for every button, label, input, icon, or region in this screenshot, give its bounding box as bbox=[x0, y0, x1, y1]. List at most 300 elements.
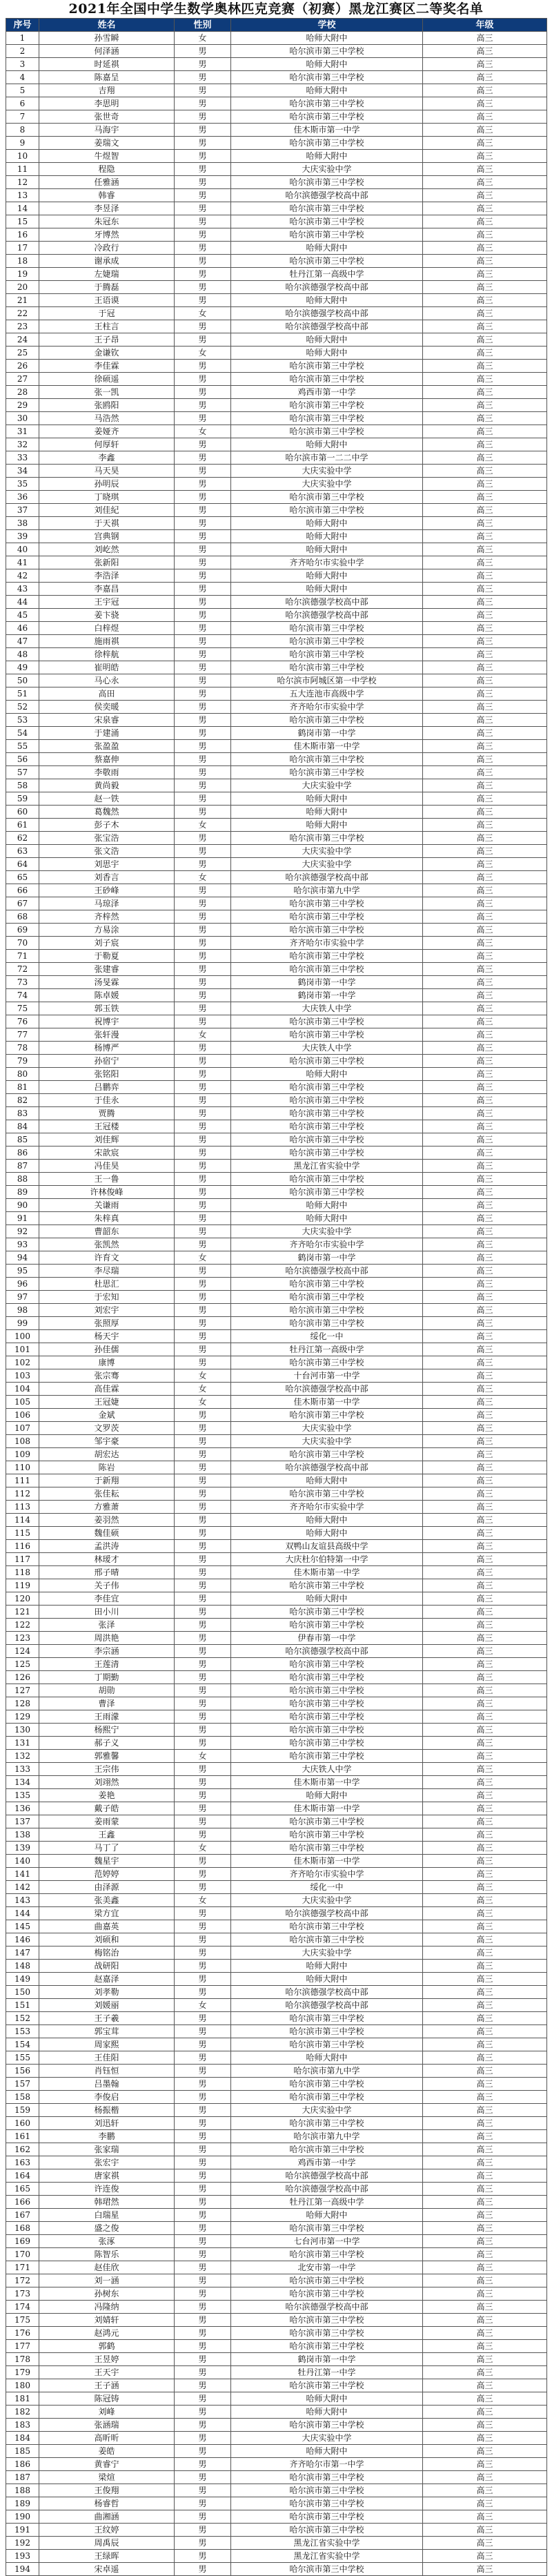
cell-school: 哈尔滨德强学校高中部 bbox=[231, 189, 423, 202]
cell-index: 27 bbox=[6, 373, 39, 386]
cell-school: 哈尔滨市第三中学校 bbox=[231, 950, 423, 963]
cell-school: 鹤岗市第一中学 bbox=[231, 2353, 423, 2366]
cell-gender: 男 bbox=[175, 1802, 231, 1815]
cell-grade: 高三 bbox=[423, 425, 547, 438]
cell-school: 黑龙江省实验中学 bbox=[231, 2550, 423, 2563]
cell-grade: 高三 bbox=[423, 399, 547, 412]
cell-name: 齐梓然 bbox=[39, 910, 175, 924]
cell-name: 孟洪涛 bbox=[39, 1540, 175, 1553]
table-row bbox=[6, 1238, 547, 1251]
cell-school: 哈师大附中 bbox=[231, 294, 423, 307]
cell-index: 108 bbox=[6, 1435, 39, 1448]
cell-school: 哈尔滨市第三中学校 bbox=[231, 635, 423, 648]
table-row bbox=[6, 386, 547, 399]
cell-grade: 高三 bbox=[423, 674, 547, 687]
cell-school: 哈尔滨市第三中学校 bbox=[231, 1015, 423, 1028]
cell-name: 孙树东 bbox=[39, 2287, 175, 2301]
cell-index: 38 bbox=[6, 517, 39, 530]
cell-name: 杨熙宁 bbox=[39, 1724, 175, 1737]
cell-index: 94 bbox=[6, 1251, 39, 1265]
cell-school: 哈师大附中 bbox=[231, 150, 423, 163]
cell-name: 杜思汇 bbox=[39, 1278, 175, 1291]
cell-index: 49 bbox=[6, 661, 39, 674]
cell-name: 姜瑞文 bbox=[39, 137, 175, 150]
cell-school: 哈尔滨市第三中学校 bbox=[231, 1737, 423, 1750]
cell-name: 李鹏 bbox=[39, 2130, 175, 2143]
cell-gender: 男 bbox=[175, 1514, 231, 1527]
cell-index: 67 bbox=[6, 897, 39, 910]
cell-gender: 男 bbox=[175, 333, 231, 347]
table-row bbox=[6, 2169, 547, 2183]
cell-index: 109 bbox=[6, 1448, 39, 1461]
cell-name: 曲嘉英 bbox=[39, 1920, 175, 1933]
cell-grade: 高三 bbox=[423, 2471, 547, 2484]
cell-name: 陈岩 bbox=[39, 1461, 175, 1474]
table-row bbox=[6, 1710, 547, 1724]
table-row bbox=[6, 1422, 547, 1435]
cell-name: 曹泽 bbox=[39, 1697, 175, 1710]
cell-school: 哈尔滨德强学校高中部 bbox=[231, 1645, 423, 1658]
cell-gender: 男 bbox=[175, 2353, 231, 2366]
cell-name: 牙博然 bbox=[39, 228, 175, 242]
cell-grade: 高三 bbox=[423, 1986, 547, 1999]
cell-grade: 高三 bbox=[423, 1946, 547, 1960]
cell-name: 刘一涵 bbox=[39, 2274, 175, 2287]
cell-school: 哈尔滨市第三中学校 bbox=[231, 2471, 423, 2484]
table-row bbox=[6, 1133, 547, 1146]
cell-grade: 高三 bbox=[423, 2104, 547, 2117]
cell-index: 16 bbox=[6, 228, 39, 242]
table-row bbox=[6, 1369, 547, 1383]
cell-grade: 高三 bbox=[423, 1120, 547, 1133]
cell-grade: 高三 bbox=[423, 1002, 547, 1015]
cell-name: 刘宏宇 bbox=[39, 1304, 175, 1317]
cell-grade: 高三 bbox=[423, 2550, 547, 2563]
cell-grade: 高三 bbox=[423, 2143, 547, 2156]
cell-grade: 高三 bbox=[423, 2497, 547, 2510]
cell-grade: 高三 bbox=[423, 2484, 547, 2497]
cell-grade: 高三 bbox=[423, 294, 547, 307]
cell-index: 10 bbox=[6, 150, 39, 163]
cell-gender: 男 bbox=[175, 1225, 231, 1238]
cell-name: 李思明 bbox=[39, 97, 175, 110]
table-row bbox=[6, 517, 547, 530]
cell-school: 佳木斯市第一中学 bbox=[231, 1566, 423, 1579]
cell-gender: 男 bbox=[175, 1422, 231, 1435]
cell-name: 田小川 bbox=[39, 1606, 175, 1619]
cell-index: 110 bbox=[6, 1461, 39, 1474]
table-row bbox=[6, 45, 547, 58]
cell-school: 大庆铁人中学 bbox=[231, 1042, 423, 1055]
cell-index: 175 bbox=[6, 2314, 39, 2327]
cell-gender: 男 bbox=[175, 1212, 231, 1225]
cell-name: 周洪艳 bbox=[39, 1632, 175, 1645]
cell-school: 哈尔滨市第三中学校 bbox=[231, 2314, 423, 2327]
cell-name: 王砂峰 bbox=[39, 884, 175, 897]
cell-school: 哈师大附中 bbox=[231, 438, 423, 451]
cell-name: 时延祺 bbox=[39, 58, 175, 71]
cell-gender: 男 bbox=[175, 2091, 231, 2104]
table-row bbox=[6, 255, 547, 268]
table-row bbox=[6, 1907, 547, 1920]
cell-school: 哈师大附中 bbox=[231, 347, 423, 360]
cell-gender: 男 bbox=[175, 268, 231, 281]
cell-gender: 男 bbox=[175, 2183, 231, 2196]
cell-name: 姜娅齐 bbox=[39, 425, 175, 438]
cell-school: 哈尔滨市第三中学校 bbox=[231, 1619, 423, 1632]
cell-school: 牡丹江第一高级中学 bbox=[231, 2196, 423, 2209]
cell-grade: 高三 bbox=[423, 963, 547, 976]
cell-grade: 高三 bbox=[423, 2209, 547, 2222]
cell-school: 哈尔滨市第三中学校 bbox=[231, 2484, 423, 2497]
cell-gender: 男 bbox=[175, 2458, 231, 2471]
table-row bbox=[6, 937, 547, 950]
table-row bbox=[6, 1435, 547, 1448]
cell-index: 179 bbox=[6, 2366, 39, 2379]
cell-name: 孙明辰 bbox=[39, 478, 175, 491]
cell-name: 任雅涵 bbox=[39, 176, 175, 189]
cell-index: 58 bbox=[6, 779, 39, 792]
cell-school: 哈尔滨市第三中学校 bbox=[231, 1710, 423, 1724]
cell-school: 哈师大附中 bbox=[231, 2406, 423, 2419]
cell-school: 哈师大附中 bbox=[231, 517, 423, 530]
cell-name: 张凯然 bbox=[39, 1238, 175, 1251]
cell-gender: 男 bbox=[175, 740, 231, 753]
cell-name: 刘子宸 bbox=[39, 937, 175, 950]
cell-index: 161 bbox=[6, 2130, 39, 2143]
table-row bbox=[6, 1763, 547, 1776]
cell-gender: 男 bbox=[175, 412, 231, 425]
cell-gender: 男 bbox=[175, 2497, 231, 2510]
cell-name: 王俊翔 bbox=[39, 2484, 175, 2497]
cell-name: 于勒夏 bbox=[39, 950, 175, 963]
cell-name: 宋歆宸 bbox=[39, 1146, 175, 1160]
cell-name: 高佳霖 bbox=[39, 1383, 175, 1396]
cell-index: 153 bbox=[6, 2025, 39, 2038]
cell-name: 丁晓琪 bbox=[39, 491, 175, 504]
cell-gender: 男 bbox=[175, 97, 231, 110]
cell-school: 大庆铁人中学 bbox=[231, 1002, 423, 1015]
cell-gender: 男 bbox=[175, 373, 231, 386]
cell-name: 吉翔 bbox=[39, 84, 175, 97]
cell-grade: 高三 bbox=[423, 1907, 547, 1920]
cell-grade: 高三 bbox=[423, 2287, 547, 2301]
cell-gender: 男 bbox=[175, 858, 231, 871]
cell-index: 124 bbox=[6, 1645, 39, 1658]
cell-grade: 高三 bbox=[423, 884, 547, 897]
cell-index: 136 bbox=[6, 1802, 39, 1815]
cell-index: 185 bbox=[6, 2445, 39, 2458]
cell-school: 哈尔滨市第三中学校 bbox=[231, 1920, 423, 1933]
cell-name: 王宗伟 bbox=[39, 1763, 175, 1776]
cell-index: 69 bbox=[6, 924, 39, 937]
table-row bbox=[6, 58, 547, 71]
cell-school: 鹤岗市第一中学 bbox=[231, 989, 423, 1002]
cell-index: 192 bbox=[6, 2537, 39, 2550]
table-row bbox=[6, 819, 547, 832]
cell-gender: 男 bbox=[175, 2038, 231, 2051]
cell-grade: 高三 bbox=[423, 2366, 547, 2379]
cell-gender: 男 bbox=[175, 2196, 231, 2209]
cell-index: 42 bbox=[6, 569, 39, 583]
table-row bbox=[6, 1750, 547, 1763]
cell-school: 哈尔滨市第三中学校 bbox=[231, 1094, 423, 1107]
cell-school: 大庆实验中学 bbox=[231, 465, 423, 478]
cell-gender: 男 bbox=[175, 2261, 231, 2274]
cell-school: 哈尔滨市第三中学校 bbox=[231, 97, 423, 110]
table-row bbox=[6, 347, 547, 360]
cell-grade: 高三 bbox=[423, 583, 547, 596]
cell-gender: 男 bbox=[175, 1068, 231, 1081]
cell-gender: 男 bbox=[175, 150, 231, 163]
cell-grade: 高三 bbox=[423, 1632, 547, 1645]
table-row bbox=[6, 1120, 547, 1133]
cell-school: 七台河市第一中学 bbox=[231, 2235, 423, 2248]
cell-index: 131 bbox=[6, 1737, 39, 1750]
cell-grade: 高三 bbox=[423, 635, 547, 648]
cell-school: 齐齐哈尔市实验中学 bbox=[231, 1868, 423, 1881]
cell-index: 73 bbox=[6, 976, 39, 989]
cell-school: 哈尔滨市第三中学校 bbox=[231, 1724, 423, 1737]
table-row bbox=[6, 2366, 547, 2379]
cell-gender: 男 bbox=[175, 1645, 231, 1658]
cell-index: 99 bbox=[6, 1317, 39, 1330]
table-row bbox=[6, 871, 547, 884]
cell-name: 徐硕遥 bbox=[39, 373, 175, 386]
cell-name: 金谦钦 bbox=[39, 347, 175, 360]
table-row bbox=[6, 1330, 547, 1343]
cell-gender: 男 bbox=[175, 1094, 231, 1107]
cell-gender: 男 bbox=[175, 648, 231, 661]
cell-school: 哈尔滨德强学校高中部 bbox=[231, 2301, 423, 2314]
cell-name: 王宇冠 bbox=[39, 596, 175, 609]
cell-grade: 高三 bbox=[423, 2196, 547, 2209]
cell-grade: 高三 bbox=[423, 2038, 547, 2051]
cell-gender: 男 bbox=[175, 2432, 231, 2445]
cell-gender: 男 bbox=[175, 1238, 231, 1251]
table-row bbox=[6, 569, 547, 583]
cell-gender: 男 bbox=[175, 2445, 231, 2458]
cell-name: 王雨濛 bbox=[39, 1710, 175, 1724]
table-row bbox=[6, 281, 547, 294]
table-row bbox=[6, 2432, 547, 2445]
cell-name: 高田 bbox=[39, 687, 175, 701]
table-row bbox=[6, 622, 547, 635]
cell-gender: 男 bbox=[175, 110, 231, 124]
table-row bbox=[6, 2274, 547, 2287]
table-row bbox=[6, 1487, 547, 1501]
cell-name: 彭子木 bbox=[39, 819, 175, 832]
table-row bbox=[6, 189, 547, 202]
cell-gender: 男 bbox=[175, 386, 231, 399]
cell-grade: 高三 bbox=[423, 124, 547, 137]
cell-grade: 高三 bbox=[423, 2340, 547, 2353]
cell-gender: 男 bbox=[175, 1566, 231, 1579]
table-row bbox=[6, 1606, 547, 1619]
cell-grade: 高三 bbox=[423, 989, 547, 1002]
cell-name: 朱梓真 bbox=[39, 1212, 175, 1225]
cell-school: 哈尔滨市第三中学校 bbox=[231, 1671, 423, 1684]
table-row bbox=[6, 1002, 547, 1015]
table-row bbox=[6, 530, 547, 543]
cell-gender: 男 bbox=[175, 1855, 231, 1868]
table-row bbox=[6, 1186, 547, 1199]
cell-school: 哈尔滨德强学校高中部 bbox=[231, 1383, 423, 1396]
cell-gender: 男 bbox=[175, 491, 231, 504]
cell-grade: 高三 bbox=[423, 701, 547, 714]
cell-name: 李佳霖 bbox=[39, 360, 175, 373]
cell-gender: 男 bbox=[175, 1579, 231, 1592]
cell-name: 魏佳硕 bbox=[39, 1527, 175, 1540]
cell-grade: 高三 bbox=[423, 1461, 547, 1474]
cell-school: 哈尔滨市第三中学校 bbox=[231, 2274, 423, 2287]
table-row bbox=[6, 97, 547, 110]
cell-school: 哈师大附中 bbox=[231, 2209, 423, 2222]
cell-index: 169 bbox=[6, 2235, 39, 2248]
cell-index: 2 bbox=[6, 45, 39, 58]
cell-grade: 高三 bbox=[423, 1763, 547, 1776]
cell-gender: 男 bbox=[175, 281, 231, 294]
cell-school: 哈尔滨市阿城区第一中学校 bbox=[231, 674, 423, 687]
cell-gender: 男 bbox=[175, 1632, 231, 1645]
cell-gender: 男 bbox=[175, 2209, 231, 2222]
cell-name: 王子昂 bbox=[39, 333, 175, 347]
cell-name: 李昱泽 bbox=[39, 202, 175, 215]
cell-index: 104 bbox=[6, 1383, 39, 1396]
table-row bbox=[6, 1946, 547, 1960]
cell-grade: 高三 bbox=[423, 1448, 547, 1461]
cell-name: 唐家祺 bbox=[39, 2169, 175, 2183]
table-row bbox=[6, 2130, 547, 2143]
table-row bbox=[6, 543, 547, 556]
cell-name: 孙雪瞬 bbox=[39, 32, 175, 45]
cell-index: 107 bbox=[6, 1422, 39, 1435]
cell-name: 程隐 bbox=[39, 163, 175, 176]
table-row bbox=[6, 2458, 547, 2471]
cell-name: 郭玉铁 bbox=[39, 1002, 175, 1015]
cell-gender: 男 bbox=[175, 701, 231, 714]
cell-name: 王佳阳 bbox=[39, 2051, 175, 2065]
cell-gender: 男 bbox=[175, 517, 231, 530]
cell-gender: 男 bbox=[175, 1186, 231, 1199]
table-row bbox=[6, 1278, 547, 1291]
cell-index: 159 bbox=[6, 2104, 39, 2117]
cell-index: 5 bbox=[6, 84, 39, 97]
table-row bbox=[6, 674, 547, 687]
cell-index: 189 bbox=[6, 2497, 39, 2510]
cell-gender: 男 bbox=[175, 1448, 231, 1461]
cell-index: 34 bbox=[6, 465, 39, 478]
cell-index: 147 bbox=[6, 1946, 39, 1960]
cell-grade: 高三 bbox=[423, 530, 547, 543]
table-row bbox=[6, 2340, 547, 2353]
cell-index: 183 bbox=[6, 2419, 39, 2432]
cell-school: 哈尔滨市第三中学校 bbox=[231, 2038, 423, 2051]
cell-name: 汤旻霖 bbox=[39, 976, 175, 989]
cell-name: 胡宏达 bbox=[39, 1448, 175, 1461]
cell-name: 郭鹤 bbox=[39, 2340, 175, 2353]
cell-gender: 男 bbox=[175, 1986, 231, 1999]
cell-school: 哈师大附中 bbox=[231, 32, 423, 45]
cell-gender: 男 bbox=[175, 215, 231, 228]
cell-gender: 男 bbox=[175, 2510, 231, 2524]
cell-name: 刘佳辉 bbox=[39, 1133, 175, 1146]
cell-name: 张铭阳 bbox=[39, 1068, 175, 1081]
cell-gender: 女 bbox=[175, 32, 231, 45]
cell-index: 65 bbox=[6, 871, 39, 884]
cell-name: 冯隆纳 bbox=[39, 2301, 175, 2314]
cell-index: 21 bbox=[6, 294, 39, 307]
cell-name: 张轩漫 bbox=[39, 1028, 175, 1042]
cell-grade: 高三 bbox=[423, 2524, 547, 2537]
cell-index: 158 bbox=[6, 2091, 39, 2104]
table-row bbox=[6, 1632, 547, 1645]
cell-index: 57 bbox=[6, 766, 39, 779]
cell-gender: 男 bbox=[175, 1356, 231, 1369]
cell-grade: 高三 bbox=[423, 2156, 547, 2169]
cell-name: 谢承成 bbox=[39, 255, 175, 268]
cell-school: 哈师大附中 bbox=[231, 2445, 423, 2458]
cell-school: 哈师大附中 bbox=[231, 819, 423, 832]
cell-name: 张鸥阳 bbox=[39, 399, 175, 412]
cell-grade: 高三 bbox=[423, 1684, 547, 1697]
cell-grade: 高三 bbox=[423, 2392, 547, 2406]
cell-school: 大庆实验中学 bbox=[231, 2104, 423, 2117]
cell-gender: 男 bbox=[175, 1278, 231, 1291]
table-row bbox=[6, 1842, 547, 1855]
cell-school: 哈尔滨市第三中学校 bbox=[231, 1487, 423, 1501]
cell-index: 142 bbox=[6, 1881, 39, 1894]
cell-gender: 男 bbox=[175, 530, 231, 543]
cell-index: 172 bbox=[6, 2274, 39, 2287]
cell-grade: 高三 bbox=[423, 1724, 547, 1737]
cell-gender: 男 bbox=[175, 2484, 231, 2497]
cell-school: 哈尔滨市第三中学校 bbox=[231, 1658, 423, 1671]
table-row bbox=[6, 1553, 547, 1566]
cell-index: 170 bbox=[6, 2248, 39, 2261]
cell-name: 张一凯 bbox=[39, 386, 175, 399]
table-row bbox=[6, 1828, 547, 1842]
table-row bbox=[6, 845, 547, 858]
cell-grade: 高三 bbox=[423, 1435, 547, 1448]
cell-grade: 高三 bbox=[423, 2091, 547, 2104]
cell-grade: 高三 bbox=[423, 1487, 547, 1501]
table-row bbox=[6, 2563, 547, 2576]
cell-school: 哈尔滨市第三中学校 bbox=[231, 1133, 423, 1146]
cell-name: 张照厚 bbox=[39, 1317, 175, 1330]
table-row bbox=[6, 884, 547, 897]
cell-school: 齐齐哈尔市实验中学 bbox=[231, 937, 423, 950]
cell-name: 张盈盈 bbox=[39, 740, 175, 753]
cell-gender: 男 bbox=[175, 1920, 231, 1933]
cell-index: 165 bbox=[6, 2183, 39, 2196]
table-row bbox=[6, 1343, 547, 1356]
cell-index: 130 bbox=[6, 1724, 39, 1737]
cell-gender: 男 bbox=[175, 1317, 231, 1330]
cell-index: 164 bbox=[6, 2169, 39, 2183]
table-row bbox=[6, 465, 547, 478]
cell-name: 王纹婷 bbox=[39, 2524, 175, 2537]
cell-name: 张涵瑞 bbox=[39, 2419, 175, 2432]
cell-grade: 高三 bbox=[423, 1566, 547, 1579]
cell-school: 哈尔滨市第三中学校 bbox=[231, 360, 423, 373]
table-row bbox=[6, 491, 547, 504]
table-row bbox=[6, 1645, 547, 1658]
cell-grade: 高三 bbox=[423, 1068, 547, 1081]
cell-school: 黑龙江省实验中学 bbox=[231, 2537, 423, 2550]
cell-grade: 高三 bbox=[423, 753, 547, 766]
table-row bbox=[6, 2038, 547, 2051]
